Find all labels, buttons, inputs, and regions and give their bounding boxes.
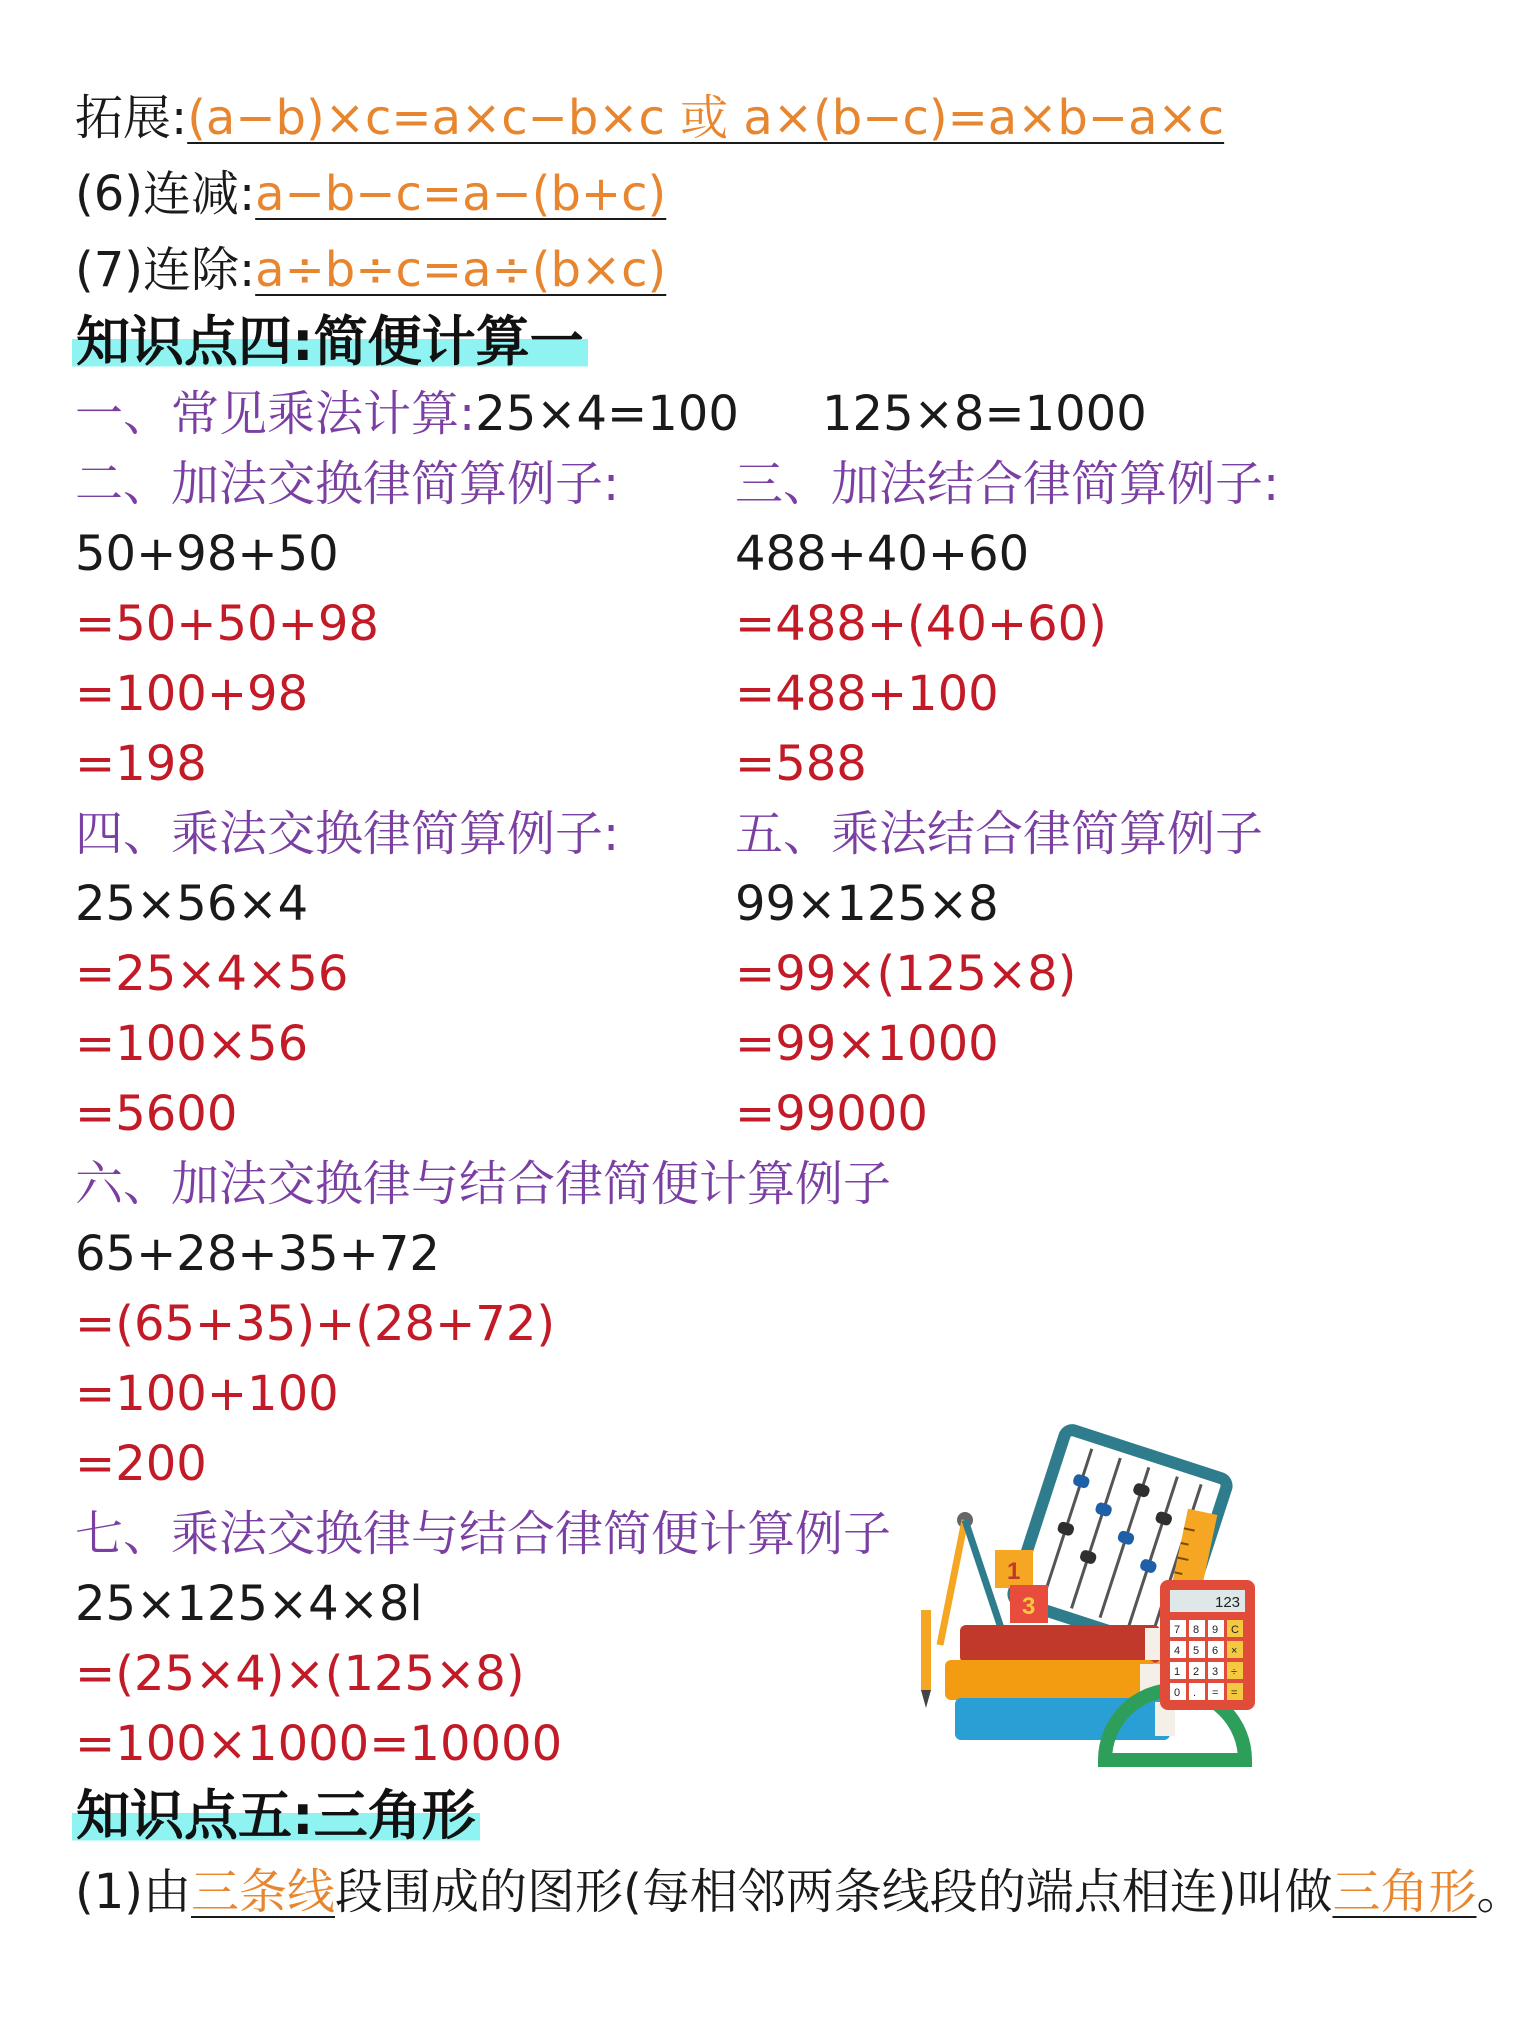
ex6-step: =(65+35)+(28+72) bbox=[75, 1296, 556, 1352]
common-eq1: 25×4=100 bbox=[475, 386, 739, 442]
calculator-key-label: ÷ bbox=[1231, 1666, 1238, 1678]
ex6-step: =200 bbox=[75, 1436, 207, 1492]
ex7-heading: 七、乘法交换律与结合律简便计算例子 bbox=[75, 1506, 892, 1562]
def-term-triangle: 三角形 bbox=[1332, 1864, 1477, 1920]
calculator-key-label: 9 bbox=[1212, 1624, 1219, 1636]
ex3-step: =488+(40+60) bbox=[735, 596, 1107, 652]
ex2-heading: 二、加法交换律简算例子: bbox=[75, 456, 620, 512]
calculator-icon bbox=[1160, 1580, 1255, 1710]
def-suffix: 。 bbox=[1476, 1864, 1525, 1920]
ex4-heading: 四、乘法交换律简算例子: bbox=[75, 806, 620, 862]
ex3-heading: 三、加法结合律简算例子: bbox=[735, 456, 1280, 512]
ex7-step: =100×1000=10000 bbox=[75, 1716, 563, 1772]
extension-line bbox=[75, 88, 1224, 148]
ex4-problem: 25×56×4 bbox=[75, 876, 309, 932]
block-digit: 3 bbox=[1022, 1593, 1036, 1620]
calculator-key-label: 6 bbox=[1212, 1645, 1219, 1657]
calculator-key-label: 1 bbox=[1174, 1666, 1181, 1678]
section5-title: 知识点五:三角形 bbox=[72, 1784, 480, 1848]
ex2-step: =100+98 bbox=[75, 666, 309, 722]
ex4-step: =25×4×56 bbox=[75, 946, 349, 1002]
calculator-key-label: 2 bbox=[1193, 1666, 1200, 1678]
math-tools-illustration bbox=[915, 1440, 1275, 1770]
ex7-problem: 25×125×4×8l bbox=[75, 1576, 423, 1632]
ex3-step: =488+100 bbox=[735, 666, 999, 722]
calculator-key-label: 0 bbox=[1174, 1687, 1181, 1699]
calculator-key-label: 4 bbox=[1174, 1645, 1181, 1657]
ex2-step: =50+50+98 bbox=[75, 596, 379, 652]
item7-line bbox=[75, 240, 666, 300]
ex7-step: =(25×4)×(125×8) bbox=[75, 1646, 525, 1702]
calculator-key bbox=[1189, 1683, 1205, 1700]
common-multiplication-line bbox=[75, 384, 739, 444]
ex4-step: =5600 bbox=[75, 1086, 238, 1142]
books-icon bbox=[945, 1625, 1175, 1740]
ex5-problem: 99×125×8 bbox=[735, 876, 999, 932]
calculator-key-label: 5 bbox=[1193, 1645, 1200, 1657]
ex5-step: =99×(125×8) bbox=[735, 946, 1077, 1002]
extension-formula: (a−b)×c=a×c−b×c 或 a×(b−c)=a×b−a×c bbox=[187, 90, 1225, 146]
ex4-step: =100×56 bbox=[75, 1016, 309, 1072]
def-term-three-segments: 三条线 bbox=[191, 1864, 336, 1920]
extension-label: 拓展: bbox=[75, 90, 188, 146]
item6-formula: a−b−c=a−(b+c) bbox=[255, 166, 667, 222]
ex3-step: =588 bbox=[735, 736, 867, 792]
number-blocks-icon bbox=[995, 1550, 1048, 1623]
calculator-key-label: . bbox=[1193, 1687, 1197, 1699]
calculator-key-label: = bbox=[1212, 1687, 1219, 1699]
pencil-icon bbox=[921, 1610, 931, 1708]
calculator-key-label: 3 bbox=[1212, 1666, 1219, 1678]
ex2-step: =198 bbox=[75, 736, 207, 792]
ex2-problem: 50+98+50 bbox=[75, 526, 339, 582]
ex6-step: =100+100 bbox=[75, 1366, 339, 1422]
calculator-key-label: × bbox=[1231, 1645, 1238, 1657]
calculator-key-label: = bbox=[1231, 1687, 1238, 1699]
section4-title: 知识点四:简便计算一 bbox=[72, 310, 588, 374]
item7-label: (7)连除: bbox=[75, 242, 256, 298]
ex5-step: =99000 bbox=[735, 1086, 928, 1142]
triangle-definition bbox=[75, 1862, 1525, 1922]
calculator-key-label: C bbox=[1231, 1624, 1239, 1636]
ex6-problem: 65+28+35+72 bbox=[75, 1226, 440, 1282]
item7-formula: a÷b÷c=a÷(b×c) bbox=[255, 242, 667, 298]
calculator-key-label: 7 bbox=[1174, 1624, 1181, 1636]
def-prefix: (1)由 bbox=[75, 1864, 191, 1920]
calculator-key-label: 8 bbox=[1193, 1624, 1200, 1636]
common-eq2: 125×8=1000 bbox=[822, 386, 1147, 442]
item6-label: (6)连减: bbox=[75, 166, 256, 222]
ex5-step: =99×1000 bbox=[735, 1016, 999, 1072]
common-label: 一、常见乘法计算: bbox=[75, 386, 476, 442]
calculator-display: 123 bbox=[1215, 1594, 1241, 1611]
def-middle: 段围成的图形(每相邻两条线段的端点相连)叫做 bbox=[335, 1864, 1333, 1920]
ex5-heading: 五、乘法结合律简算例子 bbox=[735, 806, 1264, 862]
ex3-problem: 488+40+60 bbox=[735, 526, 1030, 582]
block-digit: 1 bbox=[1007, 1558, 1021, 1585]
item6-line bbox=[75, 164, 666, 224]
ex6-heading: 六、加法交换律与结合律简便计算例子 bbox=[75, 1156, 892, 1212]
